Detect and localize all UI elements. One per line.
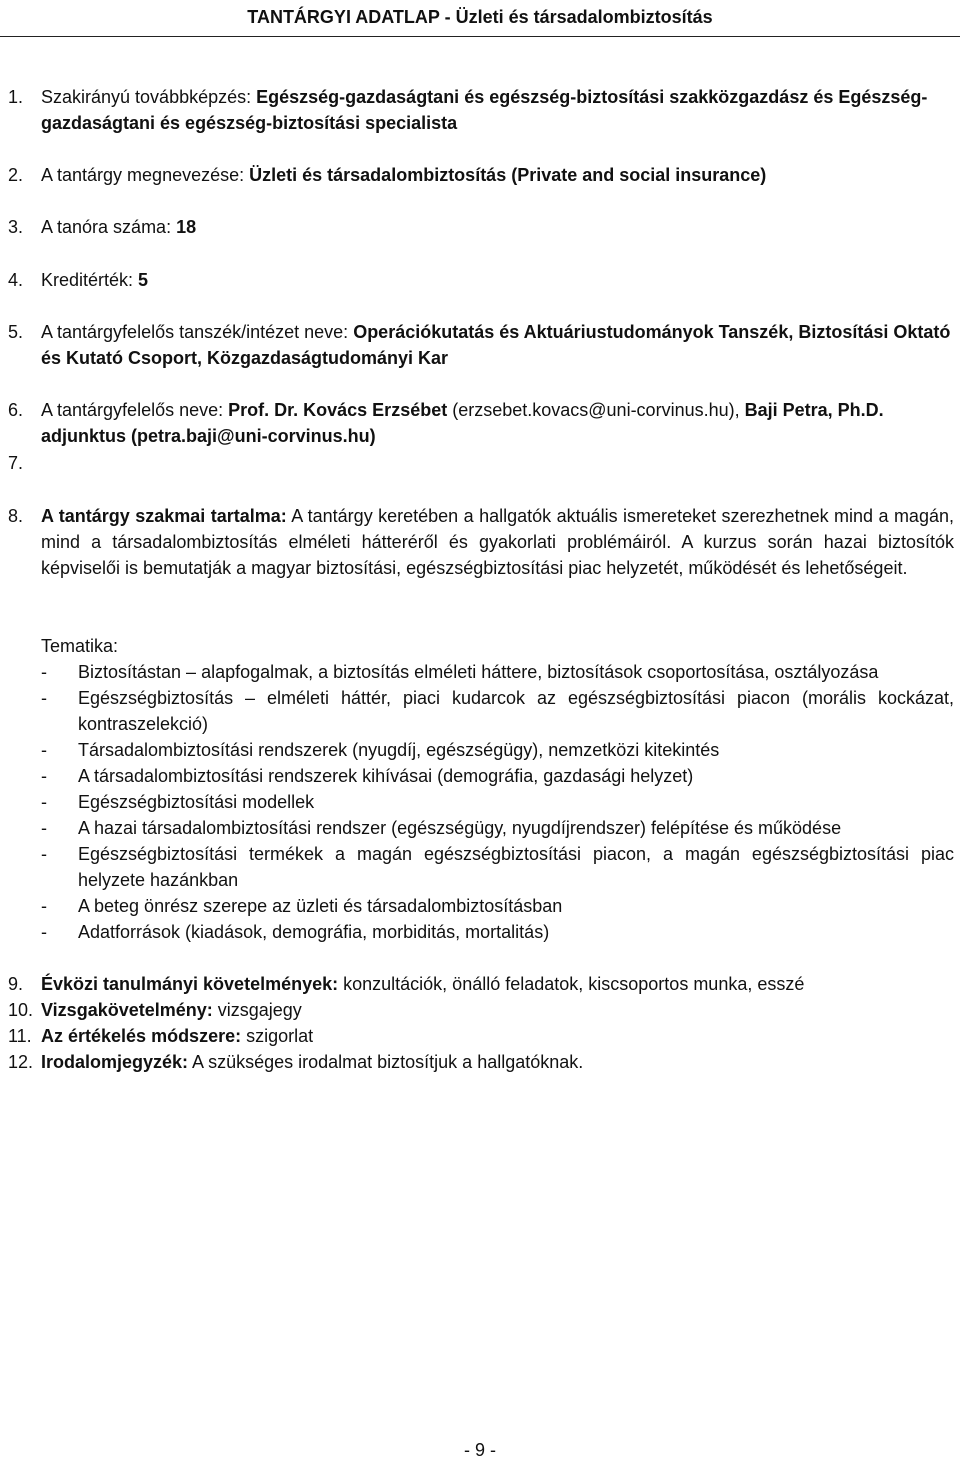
item-11-value: szigorlat [241,1026,314,1046]
item-5 [8,319,954,371]
bullet-dash: - [41,688,47,708]
topic-text: Egészségbiztosítási modellek [78,792,315,812]
list-item [41,919,954,945]
item-10-number: 10. [8,1000,34,1020]
item-11-number: 11. [8,1026,32,1046]
tematika-label: Tematika [41,636,114,656]
list-item [41,737,954,763]
item-9-number: 9. [8,974,24,994]
item-6 [8,397,954,449]
item-4 [8,267,954,293]
item-12-label: Irodalomjegyzék: [41,1052,189,1072]
item-4-value: 5 [138,270,149,290]
list-item [41,763,954,789]
item-6-email-1: (erzsebet.kovacs@uni-corvinus.hu), [447,400,745,420]
item-8-number: 8. [8,506,24,526]
topic-text: A társadalombiztosítási rendszerek kihívásai (demográfia, gazdasági helyzet) [78,766,694,786]
item-12-number: 12. [8,1052,34,1072]
list-item [41,815,954,841]
item-3-label: A tanóra száma: [41,217,177,237]
bullet-dash: - [41,818,47,838]
item-12 [8,1049,954,1075]
tematika-list [41,659,954,945]
list-item [41,659,954,685]
item-10 [8,997,954,1023]
item-8 [8,503,954,581]
item-9 [8,971,954,997]
item-2-value: Üzleti és társadalombiztosítás (Private and social insurance) [249,165,767,185]
header-title-prefix: TANTÁRGYI ADATLAP - [247,7,456,27]
item-1-value: Egészség-gazdaságtani és egészség-biztosítási szakközgazdász és Egészség-gazdaságtani és egészség-biztosítási specialista [41,87,928,133]
item-5-value: Operációkutatás és Aktuáriustudományok Tanszék, Biztosítási Oktató és Kutató Csoport, Közgazdaságtudományi Kar [41,322,951,368]
tematika-colon: : [113,636,119,656]
topic-text: Egészségbiztosítás – elméleti háttér, piaci kudarcok az egészségbiztosítási piacon (morális kockázat, kontraszelekció) [78,688,954,734]
item-9-label: Évközi tanulmányi követelmények: [41,974,339,994]
list-item [41,789,954,815]
item-12-value: A szükséges irodalmat biztosítjuk a hallgatóknak. [188,1052,584,1072]
item-6-number: 6. [8,400,24,420]
bullet-dash: - [41,740,47,760]
item-6-label: A tantárgyfelelős neve: [41,400,229,420]
bullet-dash: - [41,922,47,942]
header-title-subject: Üzleti és társadalombiztosítás [455,7,713,27]
topic-text: A beteg önrész szerepe az üzleti és társadalombiztosításban [78,896,563,916]
list-item [41,685,954,737]
item-9-value: konzultációk, önálló feladatok, kiscsoportos munka, esszé [338,974,805,994]
item-10-label: Vizsgakövetelmény: [41,1000,213,1020]
item-5-number: 5. [8,322,24,342]
item-11-label: Az értékelés módszere: [41,1026,242,1046]
topic-text: Adatforrások (kiadások, demográfia, morbiditás, mortalitás) [78,922,550,942]
item-1 [8,84,954,136]
item-1-number: 1. [8,87,24,107]
item-2-number: 2. [8,165,24,185]
bullet-dash: - [41,844,47,864]
tematika-heading [41,633,954,659]
topic-text: Társadalombiztosítási rendszerek (nyugdíj, egészségügy), nemzetközi kitekintés [78,740,720,760]
list-item [41,893,954,919]
bullet-dash: - [41,896,47,916]
item-5-label: A tantárgyfelelős tanszék/intézet neve: [41,322,354,342]
page-number: - 9 - [463,1440,496,1460]
item-3 [8,214,954,240]
bullet-dash: - [41,766,47,786]
topic-text: Biztosítástan – alapfogalmak, a biztosítás elméleti háttere, biztosítások csoportosítása, osztályozása [78,662,879,682]
topic-text: Egészségbiztosítási termékek a magán egészségbiztosítási piacon, a magán egészségbiztosítási piac helyzete hazánkban [78,844,954,890]
bullet-dash: - [41,792,47,812]
item-3-number: 3. [8,217,24,237]
item-2 [8,162,954,188]
item-6-name-1: Prof. Dr. Kovács Erzsébet [228,400,448,420]
item-2-label: A tantárgy megnevezése: [41,165,250,185]
page-header [0,0,960,38]
item-4-label: Kreditérték: [41,270,139,290]
item-3-value: 18 [176,217,197,237]
item-1-label: Szakirányú továbbképzés: [41,87,257,107]
header-rule [0,36,960,37]
list-item [41,841,954,893]
bullet-dash: - [41,662,47,682]
item-6-name-2: Baji Petra, Ph.D. adjunktus (petra.baji@uni-corvinus.hu) [41,400,884,446]
item-4-number: 4. [8,270,24,290]
item-7-number: 7. [8,453,24,473]
item-11 [8,1023,954,1049]
topic-text: A hazai társadalombiztosítási rendszer (egészségügy, nyugdíjrendszer) felépítése és működése [78,818,842,838]
item-10-value: vizsgajegy [212,1000,302,1020]
item-8-text: A tantárgy keretében a hallgatók aktuális ismereteket szerezhetnek mind a magán, mind a társadalombiztosítás elméleti hátteréről és gyakorlati problémáiról. A kurzus során hazai biztosítók képviselői is bemutatják a magyar biztosítási, egészségbiztosítási piac helyzetét, működését és lehetőségeit. [41,506,954,578]
item-8-label: A tantárgy szakmai tartalma: [41,506,287,526]
